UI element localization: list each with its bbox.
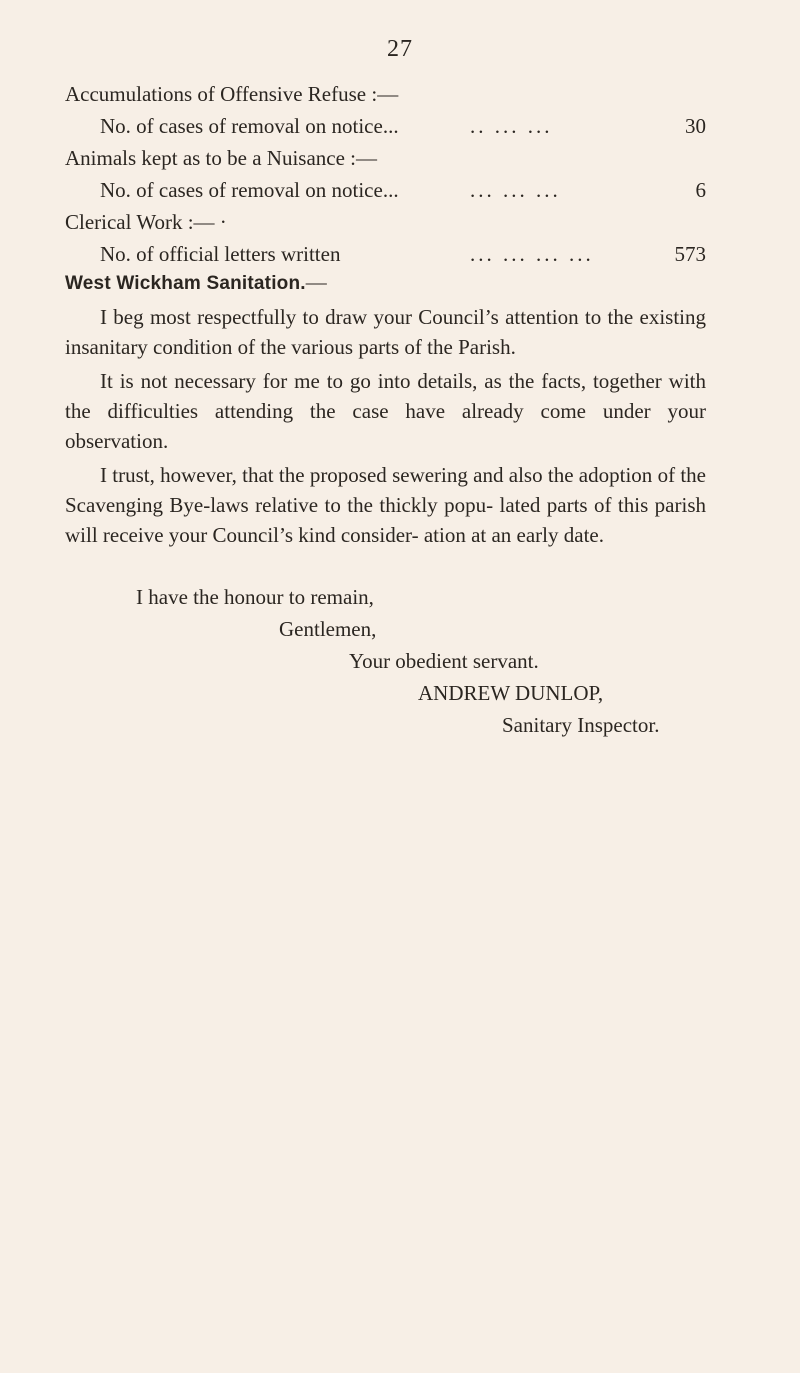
paragraph-1-text: I beg most respectfully to draw your Council’s attention to the existing insanitary condition of the various parts of the Parish. — [65, 305, 706, 359]
nuisance-entry-label: No. of cases of removal on notice... — [100, 178, 399, 202]
section-title — [65, 270, 327, 295]
signatory-title: Sanitary Inspector. — [502, 713, 660, 737]
nuisance-heading: Animals kept as to be a Nuisance :— — [65, 146, 378, 170]
closing-line-3: Your obedient servant. — [349, 649, 539, 673]
clerical-entry-leader: ... ... ... ... — [470, 242, 594, 266]
paragraph-2-text: It is not necessary for me to go into details, as the facts, together with the difficulties attending the case have already come under your observation. — [65, 369, 706, 453]
nuisance-entry-leader: ... ... ... — [470, 178, 561, 202]
nuisance-entry-value: 6 — [695, 178, 706, 202]
clerical-entry-value: 573 — [674, 242, 706, 266]
clerical-entry-label: No. of official letters written — [100, 242, 341, 266]
clerical-heading: Clerical Work :— · — [65, 210, 227, 234]
paragraph-3 — [65, 460, 706, 550]
closing-line-2: Gentlemen, — [279, 617, 377, 641]
section-title-text: West Wickham Sanitation. — [65, 273, 306, 294]
paragraph-1 — [65, 302, 706, 362]
page-number: 27 — [387, 36, 413, 62]
refuse-entry-leader: .. ... ... — [470, 114, 553, 138]
refuse-heading: Accumulations of Offensive Refuse :— — [65, 82, 399, 106]
section-title-dash: — — [305, 270, 327, 294]
closing-line-1: I have the honour to remain, — [136, 585, 374, 609]
paragraph-2 — [65, 366, 706, 456]
paragraph-3-text: I trust, however, that the proposed sewering and also the adoption of the Scavenging Bye-laws relative to the thickly popu- lated parts of this parish will receive your Council’s kind consider- ation at an early date. — [65, 463, 706, 547]
refuse-entry-label: No. of cases of removal on notice... — [100, 114, 399, 138]
refuse-entry-value: 30 — [685, 114, 706, 138]
signatory-name: ANDREW DUNLOP, — [418, 681, 604, 705]
